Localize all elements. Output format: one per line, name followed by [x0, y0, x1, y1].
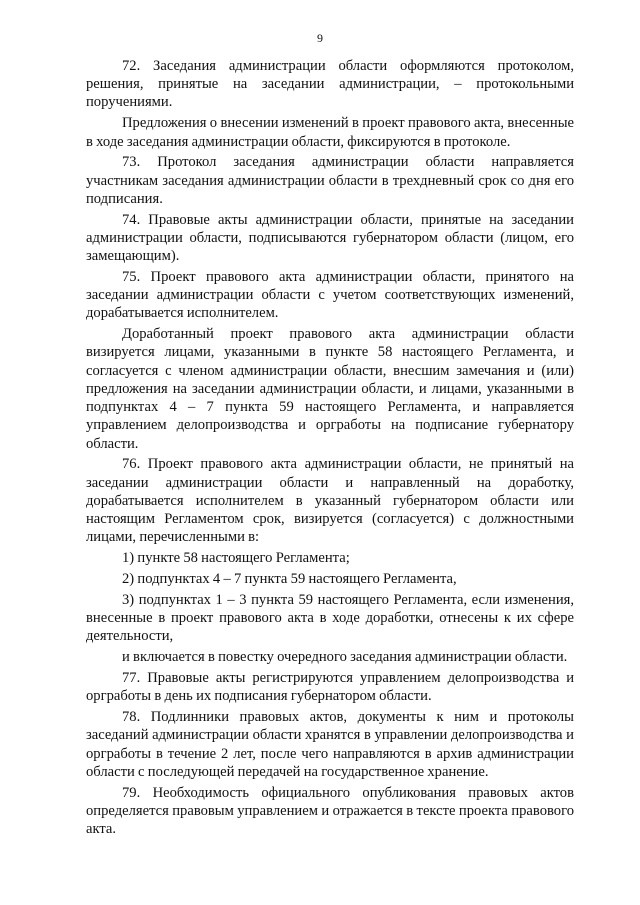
paragraph-72: 72. Заседания администрации области оформляются протоколом, решения, принятые на заседании администрации, – протокольными поручениями. [86, 58, 574, 111]
paragraph-77: 77. Правовые акты регистрируются управлением делопроизводства и оргработы в день их подписания губернатором области. [86, 670, 574, 705]
paragraph-76: 76. Проект правового акта администрации области, не принятый на заседании администрации области и направленный на доработку, дорабатывается исполнителем в указанный губернатором области или настоящим Регламентом срок, визируется (согласуется) с должностными лицами, перечисленными в: [86, 456, 574, 546]
paragraph-75: 75. Проект правового акта администрации области, принятого на заседании администрации области с учетом соответствующих изменений, дорабатывается исполнителем. [86, 268, 574, 322]
paragraph-76-agenda: и включается в повестку очередного заседания администрации области. [122, 649, 568, 666]
paragraph-72-amendments: Предложения о внесении изменений в проект правового акта, внесенные в ходе заседания администрации области, фиксируются в протоколе. [86, 115, 574, 150]
list-item-2: 2) подпунктах 4 – 7 пункта 59 настоящего Регламента, [122, 570, 457, 587]
paragraph-74: 74. Правовые акты администрации области, принятые на заседании администрации области, подписываются губернатором области (лицом, его замещающим). [86, 211, 574, 265]
page-number: 9 [317, 31, 323, 45]
document-body [86, 57, 574, 841]
paragraph-78: 78. Подлинники правовых актов, документы к ним и протоколы заседаний администрации области хранятся в управлении делопроизводства и оргработы в течение 2 лет, после чего направляются в архив администрации области с последующей передачей на государственное хранение. [86, 709, 574, 780]
paragraph-75-revised-draft: Доработанный проект правового акта администрации области визируется лицами, указанными в пункте 58 настоящего Регламента, и согласуется с членом администрации области, внесшим замечания и (или) предложения на заседании администрации области, и лицами, указанными в подпунктах 4 – 7 пункта 59 настоящего Регламента, и направляется управлением делопроизводства и оргработы на подписание губернатору области. [86, 326, 574, 452]
list-item-1: 1) пункте 58 настоящего Регламента; [122, 550, 350, 567]
paragraph-73: 73. Протокол заседания администрации области направляется участникам заседания администрации области в трехдневный срок со дня его подписания. [86, 154, 574, 207]
list-item-3: 3) подпунктах 1 – 3 пункта 59 настоящего Регламента, если изменения, внесенные в проект правового акта в ходе доработки, отнесены к их сфере деятельности, [86, 591, 574, 645]
paragraph-79: 79. Необходимость официального опубликования правовых актов определяется правовым управлением и отражается в тексте проекта правового акта. [86, 784, 574, 838]
